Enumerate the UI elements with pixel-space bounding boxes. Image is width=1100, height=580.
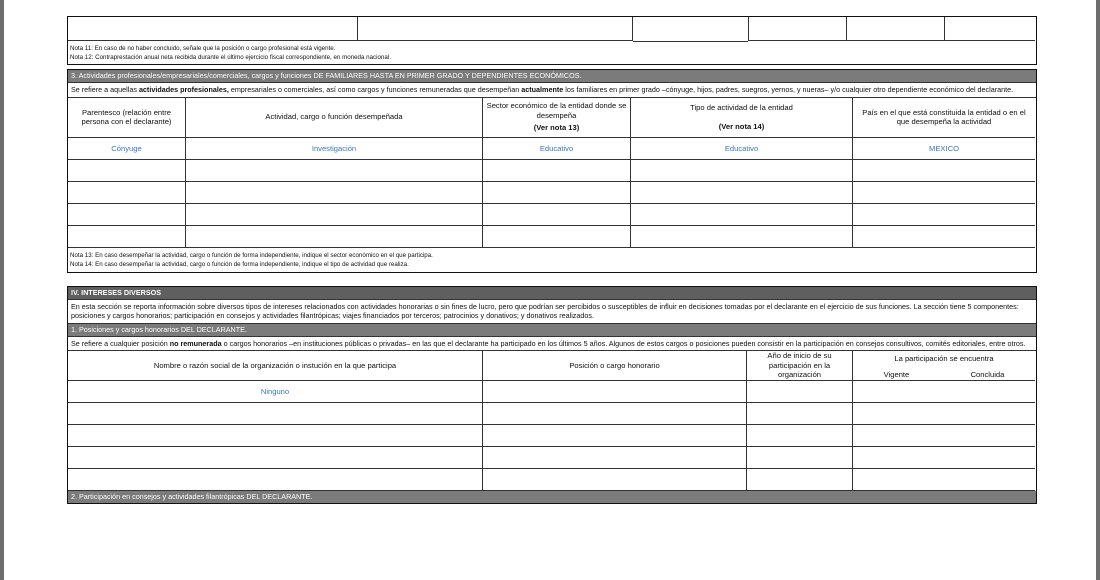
- section-iv-description: En esta sección se reporta información sobre diversos tipos de intereses relacionados con actividades honorarias o sin fines de lucro, pero que podrían ser percibidos o susceptibles de influir en decisiones tomadas por el declarante en el ejercicio de sus funciones. La sección tiene 5 componentes: posiciones y cargos honorarios; participación en consejos y actividades filantrópicas; viajes financiados por terceros; patrocinios y donativos; y donativos realizados.: [68, 300, 1036, 324]
- subsection-1-band: 1. Posiciones y cargos honorarios DEL DECLARANTE.: [68, 324, 1036, 337]
- section-band-family: 3. Actividades profesionales/empresariales/comerciales, cargos y funciones DE FAMILIARES HASTA EN PRIMER GRADO Y DEPENDIENTES ECONÓMICOS.: [68, 70, 1036, 83]
- header-posicion: Posición o cargo honorario: [483, 351, 747, 381]
- viewer-left-edge: [0, 0, 4, 580]
- table-row: [68, 226, 1036, 248]
- table-row: [68, 381, 1036, 403]
- family-activities-section: [67, 69, 1037, 273]
- table-row: [68, 469, 1036, 491]
- cell-pais: MEXICO: [853, 138, 1035, 160]
- table-row: [68, 204, 1036, 226]
- notes-11-12: [68, 42, 1036, 64]
- section-iv-intereses: [67, 286, 1037, 505]
- header-pais: País en el que está constituida la entidad o en el que desempeña la actividad: [853, 98, 1035, 138]
- honorary-table-header: [68, 351, 1036, 381]
- header-vigente: Vigente: [883, 369, 910, 379]
- header-actividad: Actividad, cargo o función desempeñada: [186, 98, 483, 138]
- cell-actividad: Investigación: [186, 138, 483, 160]
- cell-sector: Educativo: [483, 138, 631, 160]
- note-12: Nota 12: Contraprestación anual neta recibida durante el último ejercicio fiscal correspondiente, en moneda nacional.: [70, 54, 391, 61]
- notes-13-14: [68, 248, 1036, 272]
- table-row: [68, 182, 1036, 204]
- declaration-form: [67, 16, 1037, 504]
- header-nombre: Nombre o razón social de la organización o instución en la que participa: [68, 351, 483, 381]
- table-row: [68, 138, 1036, 160]
- family-description: Se refiere a aquellas actividades profesionales, empresariales o comerciales, así como cargos y funciones remuneradas que desempeñan actualmente los familiares en primer grado –cónyuge, hijos, padres, suegros, yernos, y nueras– y/o cualquier otro dependiente económico del declarante.: [68, 83, 1036, 98]
- header-concluida: Concluida: [970, 369, 1005, 379]
- subsection-2-band: 2. Participación en consejos y actividades filantrópicas DEL DECLARANTE.: [68, 491, 1036, 503]
- table-row: [68, 447, 1036, 469]
- header-participacion: La participación se encuentra Vigente Concluida: [853, 351, 1035, 381]
- header-sector: Sector económico de la entidad donde se desempeña (Ver nota 13): [483, 98, 631, 138]
- table-row: [68, 403, 1036, 425]
- table-row: [68, 425, 1036, 447]
- table-row: [68, 160, 1036, 182]
- cell-parentesco: Cónyuge: [68, 138, 186, 160]
- table-row: [68, 17, 1036, 42]
- header-parentesco: Parentesco (relación entre persona con el declarante): [68, 98, 186, 138]
- section-iv-title: IV. INTERESES DIVERSOS: [68, 287, 1036, 300]
- note-13: Nota 13: En caso desempeñar la actividad, cargo o función de forma independiente, indique el sector económico en el que participa.: [70, 251, 433, 259]
- note-14: Nota 14: En caso desempeñar la actividad, cargo o función de forma independiente, indique el tipo de actividad que realiza.: [70, 260, 409, 268]
- header-tipo: Tipo de actividad de la entidad (Ver nota 14): [631, 98, 853, 138]
- previous-table-tail: [67, 16, 1037, 65]
- note-11: Nota 11: En caso de no haber concluido, señale que la posición o cargo profesional está vigente.: [70, 45, 336, 52]
- header-anio: Año de inicio de su participación en la organización: [747, 351, 853, 381]
- family-table-header: [68, 98, 1036, 138]
- viewer-right-edge: [1096, 0, 1100, 580]
- cell-nombre: Ninguno: [68, 381, 483, 403]
- subsection-1-description: Se refiere a cualquier posición no remunerada o cargos honorarios –en instituciones públicas o privadas– en las que el declarante ha participado en los últimos 5 años. Algunos de estos cargos o posiciones pueden consistir en la participación en consejos consultivos, comités editoriales, entre otros.: [68, 337, 1036, 352]
- cell-tipo: Educativo: [631, 138, 853, 160]
